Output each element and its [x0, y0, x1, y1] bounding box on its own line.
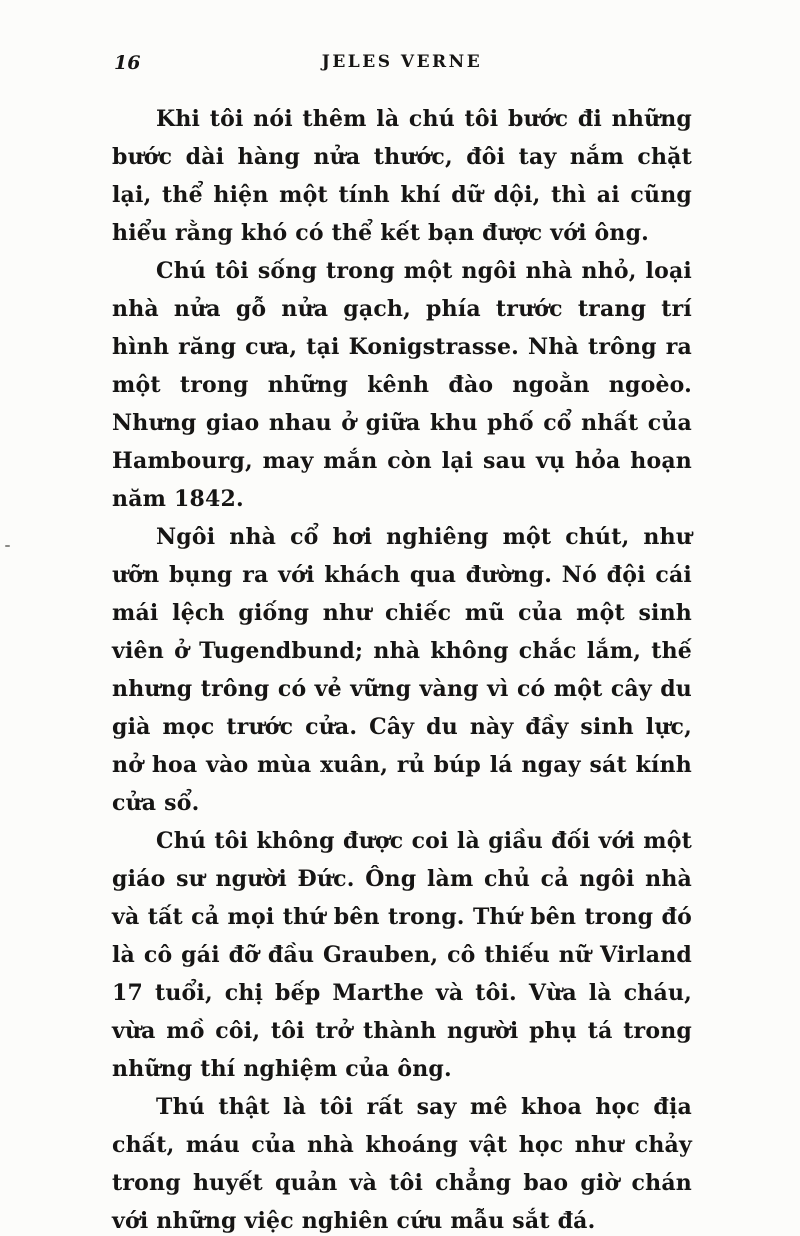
paragraph: Chú tôi sống trong một ngôi nhà nhỏ, loại nhà nửa gỗ nửa gạch, phía trước trang trí hình răng cưa, tại Konigstrasse. Nhà trông ra một trong những kênh đào ngoằn ngoèo. Nhưng giao nhau ở giữa khu phố cổ nhất của Hambourg, may mắn còn lại sau vụ hỏa hoạn năm 1842.: [112, 258, 692, 512]
paragraph: Thú thật là tôi rất say mê khoa học địa chất, máu của nhà khoáng vật học như chảy trong huyết quản và tôi chẳng bao giờ chán với những việc nghiên cứu mẫu sắt đá.: [112, 1094, 692, 1234]
paragraph: Khi tôi nói thêm là chú tôi bước đi những bước dài hàng nửa thước, đôi tay nắm chặt lại, thể hiện một tính khí dữ dội, thì ai cũng hiểu rằng khó có thể kết bạn được với ông.: [112, 106, 692, 246]
page-number: 16: [114, 52, 141, 74]
page-header: [112, 50, 692, 76]
paragraph: Ngôi nhà cổ hơi nghiêng một chút, như ưỡn bụng ra với khách qua đường. Nó đội cái mái lệch giống như chiếc mũ của một sinh viên ở Tugendbund; nhà không chắc lắm, thế nhưng trông có vẻ vững vàng vì có một cây du già mọc trước cửa. Cây du này đầy sinh lực, nở hoa vào mùa xuân, rủ búp lá ngay sát kính cửa sổ.: [112, 524, 692, 816]
paragraph: Chú tôi không được coi là giầu đối với một giáo sư người Đức. Ông làm chủ cả ngôi nhà và tất cả mọi thứ bên trong. Thứ bên trong đó là cô gái đỡ đầu Grauben, cô thiếu nữ Virland 17 tuổi, chị bếp Marthe và tôi. Vừa là cháu, vừa mồ côi, tôi trở thành người phụ tá trong những thí nghiệm của ông.: [112, 828, 692, 1082]
scan-artifact: [5, 545, 10, 547]
running-head-title: JELES VERNE: [321, 52, 483, 72]
text-block: [112, 100, 692, 1236]
